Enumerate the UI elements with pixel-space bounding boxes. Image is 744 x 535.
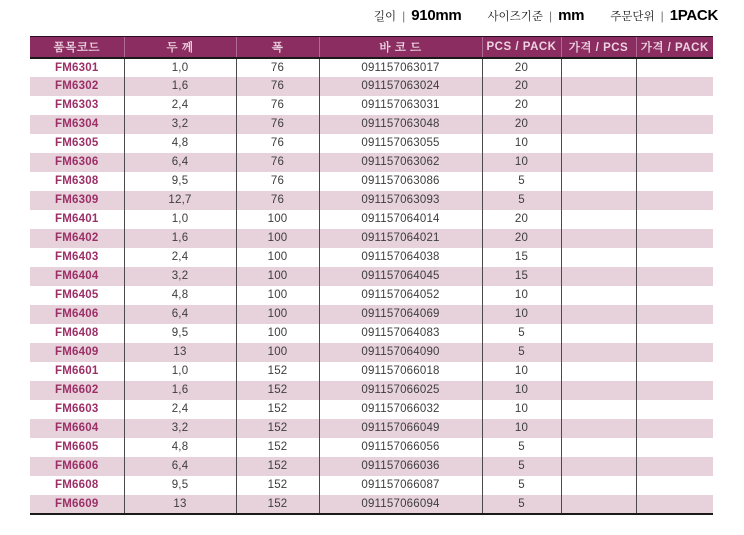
- width-cell: 100: [236, 229, 319, 248]
- price-per-pack-cell: [636, 134, 713, 153]
- width-cell: 76: [236, 172, 319, 191]
- pcs-per-pack-cell: 10: [482, 153, 561, 172]
- table-row: [30, 210, 713, 229]
- info-separator: |: [660, 9, 664, 23]
- table-row: [30, 172, 713, 191]
- width-cell: 76: [236, 58, 319, 77]
- price-per-pcs-cell: [561, 191, 636, 210]
- barcode-cell: 091157066056: [319, 438, 482, 457]
- width-cell: 76: [236, 77, 319, 96]
- width-cell: 152: [236, 438, 319, 457]
- price-per-pcs-cell: [561, 324, 636, 343]
- item-code-cell: FM6303: [55, 99, 99, 111]
- price-per-pcs-cell: [561, 400, 636, 419]
- table-row: [30, 134, 713, 153]
- barcode-cell: 091157066087: [319, 476, 482, 495]
- width-cell: 100: [236, 305, 319, 324]
- pcs-per-pack-cell: 5: [482, 495, 561, 514]
- price-per-pack-cell: [636, 286, 713, 305]
- barcode-cell: 091157064014: [319, 210, 482, 229]
- price-per-pack-cell: [636, 96, 713, 115]
- table-row: [30, 476, 713, 495]
- table-row: [30, 191, 713, 210]
- price-per-pcs-cell: [561, 495, 636, 514]
- item-code-cell: FM6604: [55, 422, 99, 434]
- price-per-pcs-cell: [561, 229, 636, 248]
- info-label: 주문단위: [610, 11, 655, 23]
- price-per-pack-cell: [636, 305, 713, 324]
- item-code-cell: FM6304: [55, 118, 99, 130]
- pcs-per-pack-cell: 20: [482, 77, 561, 96]
- table-row: [30, 381, 713, 400]
- column-header-barcode: 바 코 드: [319, 37, 482, 58]
- thickness-cell: 3,2: [124, 419, 236, 438]
- thickness-cell: 3,2: [124, 115, 236, 134]
- item-code-cell: FM6306: [55, 156, 99, 168]
- price-per-pcs-cell: [561, 438, 636, 457]
- thickness-cell: 2,4: [124, 248, 236, 267]
- info-item-1: [374, 7, 462, 24]
- column-header-price-per-pcs: 가격 / PCS: [561, 37, 636, 58]
- price-per-pcs-cell: [561, 58, 636, 77]
- item-code-cell: FM6309: [55, 194, 99, 206]
- pcs-per-pack-cell: 20: [482, 229, 561, 248]
- barcode-cell: 091157064083: [319, 324, 482, 343]
- column-header-price-per-pack: 가격 / PACK: [636, 37, 713, 58]
- price-per-pcs-cell: [561, 362, 636, 381]
- item-code-cell: FM6405: [55, 289, 99, 301]
- price-per-pack-cell: [636, 115, 713, 134]
- barcode-cell: 091157066025: [319, 381, 482, 400]
- table-row: [30, 77, 713, 96]
- table-row: [30, 115, 713, 134]
- barcode-cell: 091157066018: [319, 362, 482, 381]
- thickness-cell: 4,8: [124, 134, 236, 153]
- item-code-cell: FM6606: [55, 460, 99, 472]
- info-separator: |: [549, 9, 553, 23]
- price-per-pcs-cell: [561, 248, 636, 267]
- barcode-cell: 091157064069: [319, 305, 482, 324]
- price-per-pcs-cell: [561, 115, 636, 134]
- item-code-cell: FM6403: [55, 251, 99, 263]
- item-code-cell: FM6603: [55, 403, 99, 415]
- price-per-pack-cell: [636, 229, 713, 248]
- thickness-cell: 6,4: [124, 457, 236, 476]
- pcs-per-pack-cell: 10: [482, 381, 561, 400]
- pcs-per-pack-cell: 5: [482, 191, 561, 210]
- pcs-per-pack-cell: 10: [482, 362, 561, 381]
- table-row: [30, 286, 713, 305]
- table-row: [30, 324, 713, 343]
- price-per-pcs-cell: [561, 419, 636, 438]
- width-cell: 76: [236, 191, 319, 210]
- pcs-per-pack-cell: 10: [482, 419, 561, 438]
- pcs-per-pack-cell: 10: [482, 400, 561, 419]
- barcode-cell: 091157064052: [319, 286, 482, 305]
- price-per-pack-cell: [636, 77, 713, 96]
- table-row: [30, 343, 713, 362]
- table-row: [30, 400, 713, 419]
- width-cell: 100: [236, 343, 319, 362]
- thickness-cell: 4,8: [124, 286, 236, 305]
- price-per-pack-cell: [636, 419, 713, 438]
- column-header-thickness: 두 께: [124, 37, 236, 58]
- barcode-cell: 091157063093: [319, 191, 482, 210]
- width-cell: 152: [236, 400, 319, 419]
- pcs-per-pack-cell: 5: [482, 476, 561, 495]
- size-info-bar: [0, 7, 744, 29]
- width-cell: 152: [236, 476, 319, 495]
- width-cell: 76: [236, 153, 319, 172]
- price-per-pack-cell: [636, 362, 713, 381]
- width-cell: 152: [236, 457, 319, 476]
- width-cell: 100: [236, 324, 319, 343]
- barcode-cell: 091157064045: [319, 267, 482, 286]
- barcode-cell: 091157063024: [319, 77, 482, 96]
- table-row: [30, 153, 713, 172]
- pcs-per-pack-cell: 10: [482, 286, 561, 305]
- width-cell: 152: [236, 381, 319, 400]
- item-code-cell: FM6601: [55, 365, 99, 377]
- price-per-pcs-cell: [561, 286, 636, 305]
- column-header-pcs-per-pack: PCS / PACK: [482, 37, 561, 58]
- pcs-per-pack-cell: 10: [482, 305, 561, 324]
- table-row: [30, 267, 713, 286]
- info-label: 길이: [373, 11, 397, 23]
- item-code-cell: FM6409: [55, 346, 99, 358]
- barcode-cell: 091157066032: [319, 400, 482, 419]
- info-label: 사이즈기준: [487, 11, 543, 23]
- price-per-pcs-cell: [561, 343, 636, 362]
- price-per-pack-cell: [636, 267, 713, 286]
- table-row: [30, 457, 713, 476]
- price-per-pack-cell: [636, 457, 713, 476]
- price-per-pack-cell: [636, 343, 713, 362]
- barcode-cell: 091157066094: [319, 495, 482, 514]
- table-row: [30, 96, 713, 115]
- item-code-cell: FM6401: [55, 213, 99, 225]
- item-code-cell: FM6608: [55, 479, 99, 491]
- pcs-per-pack-cell: 5: [482, 172, 561, 191]
- price-per-pack-cell: [636, 476, 713, 495]
- price-per-pcs-cell: [561, 96, 636, 115]
- pcs-per-pack-cell: 5: [482, 343, 561, 362]
- item-code-cell: FM6301: [55, 61, 99, 74]
- table-row: [30, 362, 713, 381]
- table-row: [30, 229, 713, 248]
- thickness-cell: 1,0: [124, 362, 236, 381]
- pcs-per-pack-cell: 20: [482, 210, 561, 229]
- width-cell: 76: [236, 115, 319, 134]
- info-item-3: [610, 7, 718, 24]
- width-cell: 152: [236, 419, 319, 438]
- price-per-pack-cell: [636, 210, 713, 229]
- column-header-item-code: 품목코드: [30, 37, 124, 58]
- header-row: [30, 37, 713, 58]
- price-per-pack-cell: [636, 495, 713, 514]
- table-row: [30, 495, 713, 514]
- thickness-cell: 12,7: [124, 191, 236, 210]
- price-per-pcs-cell: [561, 457, 636, 476]
- price-per-pack-cell: [636, 438, 713, 457]
- thickness-cell: 13: [124, 343, 236, 362]
- pcs-per-pack-cell: 20: [482, 115, 561, 134]
- thickness-cell: 3,2: [124, 267, 236, 286]
- table-header: [30, 37, 713, 58]
- info-value: 1PACK: [669, 7, 718, 24]
- width-cell: 152: [236, 495, 319, 514]
- thickness-cell: 9,5: [124, 324, 236, 343]
- thickness-cell: 1,0: [124, 58, 236, 77]
- width-cell: 76: [236, 96, 319, 115]
- item-code-cell: FM6605: [55, 441, 99, 453]
- item-code-cell: FM6305: [55, 137, 99, 149]
- pcs-per-pack-cell: 20: [482, 96, 561, 115]
- pcs-per-pack-cell: 5: [482, 457, 561, 476]
- thickness-cell: 9,5: [124, 476, 236, 495]
- width-cell: 100: [236, 210, 319, 229]
- pcs-per-pack-cell: 20: [482, 58, 561, 77]
- price-per-pack-cell: [636, 58, 713, 77]
- barcode-cell: 091157064038: [319, 248, 482, 267]
- barcode-cell: 091157064090: [319, 343, 482, 362]
- column-header-width: 폭: [236, 37, 319, 58]
- item-code-cell: FM6404: [55, 270, 99, 282]
- table-row: [30, 438, 713, 457]
- price-per-pack-cell: [636, 191, 713, 210]
- width-cell: 100: [236, 286, 319, 305]
- thickness-cell: 13: [124, 495, 236, 514]
- barcode-cell: 091157064021: [319, 229, 482, 248]
- info-item-2: [487, 7, 584, 24]
- price-per-pack-cell: [636, 248, 713, 267]
- thickness-cell: 1,6: [124, 381, 236, 400]
- thickness-cell: 6,4: [124, 153, 236, 172]
- thickness-cell: 4,8: [124, 438, 236, 457]
- barcode-cell: 091157063048: [319, 115, 482, 134]
- price-per-pack-cell: [636, 153, 713, 172]
- price-per-pack-cell: [636, 324, 713, 343]
- barcode-cell: 091157066036: [319, 457, 482, 476]
- price-per-pack-cell: [636, 172, 713, 191]
- item-code-cell: FM6408: [55, 327, 99, 339]
- table-row: [30, 305, 713, 324]
- width-cell: 76: [236, 134, 319, 153]
- price-per-pcs-cell: [561, 210, 636, 229]
- info-value: 910mm: [411, 7, 462, 24]
- table-row: [30, 248, 713, 267]
- thickness-cell: 2,4: [124, 96, 236, 115]
- item-code-cell: FM6406: [55, 308, 99, 320]
- price-per-pcs-cell: [561, 134, 636, 153]
- table-body: [30, 58, 713, 514]
- pcs-per-pack-cell: 10: [482, 134, 561, 153]
- price-per-pcs-cell: [561, 77, 636, 96]
- barcode-cell: 091157066049: [319, 419, 482, 438]
- width-cell: 100: [236, 248, 319, 267]
- thickness-cell: 2,4: [124, 400, 236, 419]
- item-code-cell: FM6609: [55, 497, 99, 510]
- pcs-per-pack-cell: 15: [482, 267, 561, 286]
- price-per-pcs-cell: [561, 267, 636, 286]
- price-per-pcs-cell: [561, 476, 636, 495]
- item-code-cell: FM6302: [55, 80, 99, 92]
- product-spec-table: [30, 36, 713, 515]
- price-per-pcs-cell: [561, 153, 636, 172]
- barcode-cell: 091157063055: [319, 134, 482, 153]
- thickness-cell: 6,4: [124, 305, 236, 324]
- barcode-cell: 091157063017: [319, 58, 482, 77]
- info-separator: |: [402, 9, 406, 23]
- table-row: [30, 419, 713, 438]
- price-per-pack-cell: [636, 400, 713, 419]
- thickness-cell: 9,5: [124, 172, 236, 191]
- price-per-pcs-cell: [561, 305, 636, 324]
- price-per-pack-cell: [636, 381, 713, 400]
- thickness-cell: 1,0: [124, 210, 236, 229]
- item-code-cell: FM6602: [55, 384, 99, 396]
- item-code-cell: FM6402: [55, 232, 99, 244]
- barcode-cell: 091157063031: [319, 96, 482, 115]
- item-code-cell: FM6308: [55, 175, 99, 187]
- thickness-cell: 1,6: [124, 77, 236, 96]
- width-cell: 152: [236, 362, 319, 381]
- barcode-cell: 091157063062: [319, 153, 482, 172]
- thickness-cell: 1,6: [124, 229, 236, 248]
- pcs-per-pack-cell: 15: [482, 248, 561, 267]
- width-cell: 100: [236, 267, 319, 286]
- table-row: [30, 58, 713, 77]
- pcs-per-pack-cell: 5: [482, 324, 561, 343]
- barcode-cell: 091157063086: [319, 172, 482, 191]
- price-per-pcs-cell: [561, 172, 636, 191]
- price-per-pcs-cell: [561, 381, 636, 400]
- pcs-per-pack-cell: 5: [482, 438, 561, 457]
- info-value: mm: [558, 7, 585, 24]
